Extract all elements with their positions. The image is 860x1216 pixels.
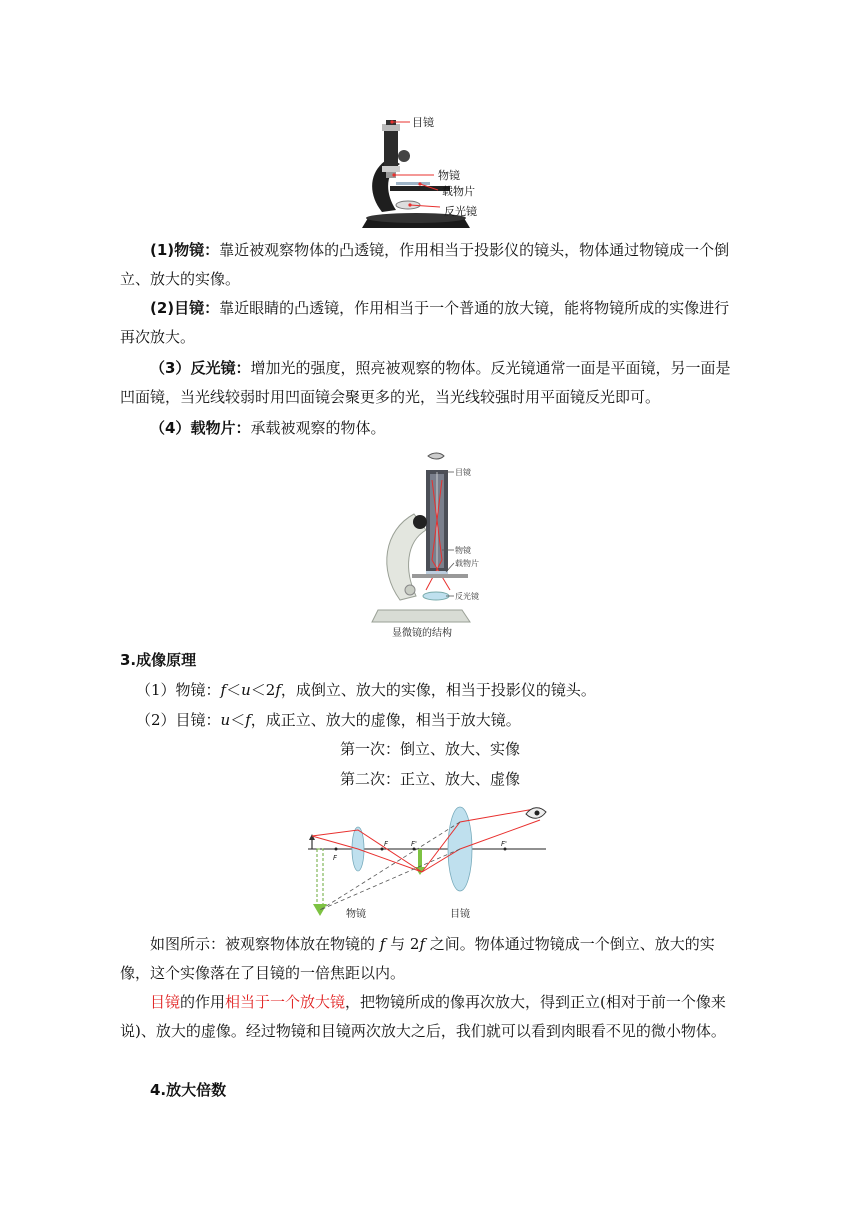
focal-label-f3: F' [411,840,417,848]
highlight-magnifier: 相当于一个放大镜 [225,993,346,1011]
focal-label-f1: F [333,854,338,862]
part-number: (1) [150,241,175,259]
focal-label-f4: F' [501,840,507,848]
part-mirror-paragraph [120,354,740,412]
figure2-label-objective: 物镜 [455,546,471,555]
explanation-paragraph-1 [120,930,740,988]
first-imaging-line: 第一次：倒立、放大、实像 [339,740,520,758]
microscope-photo-figure [360,112,500,232]
explain1-f: f [379,935,386,953]
part-name: 反光镜： [190,359,251,377]
explain1-b: 与 2 [385,935,420,953]
figure1-label-slide: 载物片 [442,185,475,198]
part-slide-paragraph [120,414,740,443]
part-text: 靠近被观察物体的凸透镜，作用相当于投影仪的镜头，物体通过物镜成一个倒立、放大的实像。 [120,241,730,288]
figure1-label-objective: 物镜 [438,169,460,182]
line1-u: u [241,681,251,699]
section3-line2 [136,706,756,735]
part-text: 承载被观察的物体。 [250,419,386,437]
microscope-structure-figure [370,450,490,640]
highlight-eyepiece: 目镜 [150,993,181,1011]
figure1-label-eyepiece: 目镜 [412,116,434,129]
line2-rest: ，成正立、放大的虚像，相当于放大镜。 [250,711,521,729]
figure2-label-slide: 载物片 [455,559,479,568]
section3-heading-text: 3.成像原理 [120,651,197,669]
section4-heading [120,1076,740,1105]
explain1-a: 如图所示：被观察物体放在物镜的 [150,935,380,953]
line2-u: u [220,711,231,729]
explain1-c: 之间。物体通过物镜成一个倒立、放大的实像，这个实像落在了目镜的一倍焦距以内。 [120,935,715,982]
line2-prefix: （2）目镜： [136,711,221,729]
part-number: (2) [150,299,175,317]
figure2-label-eyepiece: 目镜 [455,468,471,477]
line1-f: f [220,681,227,699]
part-eyepiece-paragraph [120,294,740,352]
line2-lt: ＜ [230,711,246,729]
line1-lt2: ＜2 [250,681,276,699]
section3-line1 [136,676,756,705]
line1-f2: f [275,681,281,699]
explain2-a: 的作用 [180,993,226,1011]
part-number: （3） [150,359,191,377]
part-text: 增加光的强度，照亮被观察的物体。反光镜通常一面是平面镜，另一面是凹面镜，当光线较弱时用凹面镜会聚更多的光，当光线较强时用平面镜反光即可。 [120,359,731,406]
part-name: 物镜： [174,241,220,259]
label-eyepiece-lens: 目镜 [450,909,470,920]
part-number: （4） [150,419,191,437]
line2-f: f [245,711,251,729]
part-text: 靠近眼睛的凸透镜，作用相当于一个普通的放大镜，能将物镜所成的实像进行再次放大。 [120,299,730,346]
focal-label-f2: F [384,840,389,848]
line1-prefix: （1）物镜： [136,681,221,699]
second-imaging-line: 第二次：正立、放大、虚像 [339,770,520,788]
section3-heading [120,646,740,675]
section4-heading-text: 4.放大倍数 [150,1081,227,1099]
figure2-caption: 显微镜的结构 [392,628,452,639]
figure2-label-mirror: 反光镜 [455,592,479,601]
part-name: 载物片： [190,419,251,437]
part-objective-paragraph [120,236,740,294]
explanation-paragraph-2 [120,988,740,1046]
figure1-label-mirror: 反光镜 [444,205,477,218]
explain2-b: ，把物镜所成的像再次放大，得到正立(相对于前一个像来说)、放大的虚像。经过物镜和目镜两次放大之后，我们就可以看到肉眼看不见的微小物体。 [120,993,726,1040]
line1-lt: ＜ [226,681,242,699]
part-name: 目镜： [174,299,220,317]
label-objective-lens: 物镜 [346,909,366,920]
ray-diagram-figure [300,800,550,922]
line1-rest: ，成倒立、放大的实像，相当于投影仪的镜头。 [280,681,596,699]
explain1-f2: f [419,935,425,953]
